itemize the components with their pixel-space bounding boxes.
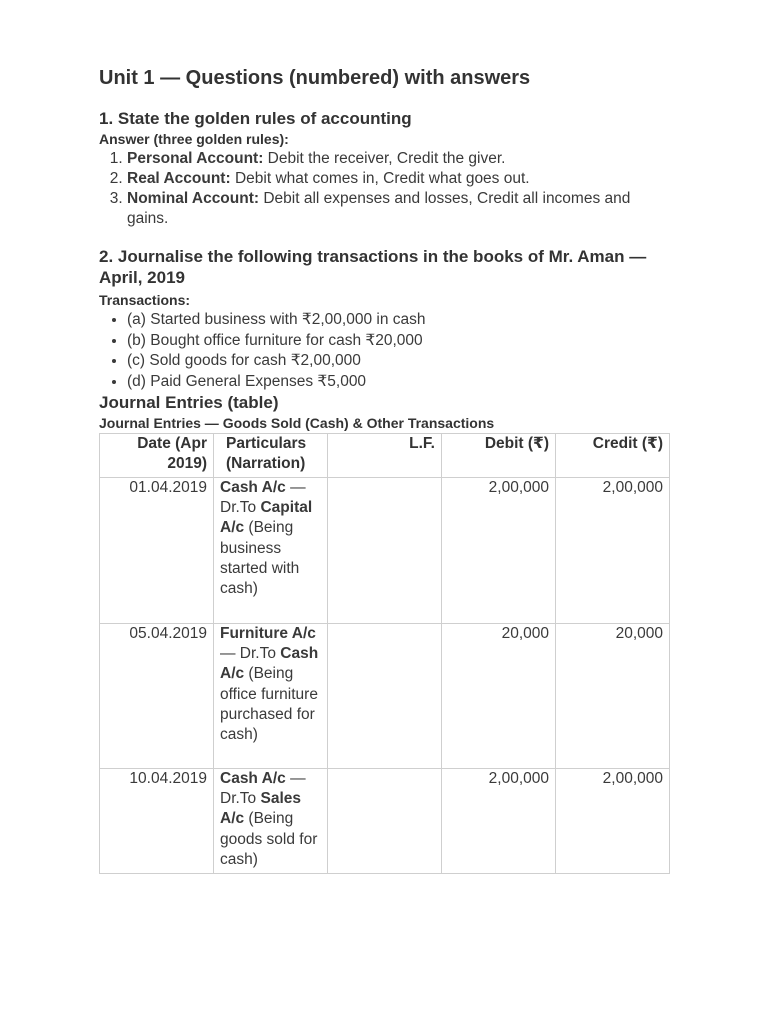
column-header-credit: Credit (₹) xyxy=(556,434,670,478)
table-row xyxy=(100,624,670,769)
journal-table xyxy=(99,433,670,874)
narration: (Being office furniture purchased for cash) xyxy=(220,665,318,744)
list-item: • (a) Started business with ₹2,00,000 in cash xyxy=(127,310,671,331)
rule-name: Nominal Account: xyxy=(127,190,260,207)
credit-account: Sales A/c xyxy=(220,790,301,828)
date-cell: 10.04.2019 xyxy=(100,769,214,874)
column-header-particulars: Particulars (Narration) xyxy=(214,434,328,478)
credit-cell: 20,000 xyxy=(556,624,670,769)
document-page xyxy=(99,64,671,874)
table-row xyxy=(100,769,670,874)
date-cell: 01.04.2019 xyxy=(100,478,214,624)
debit-account: Cash A/c xyxy=(220,479,286,496)
credit-account: Capital A/c xyxy=(220,499,313,537)
journal-heading: Journal Entries (table) xyxy=(99,393,279,412)
dr-to: — Dr.To xyxy=(220,479,306,517)
lf-cell xyxy=(328,478,442,624)
rule-name: Personal Account: xyxy=(127,150,264,167)
table-row xyxy=(100,478,670,624)
list-item xyxy=(127,169,671,189)
table-header-row xyxy=(100,434,670,478)
lf-cell xyxy=(328,769,442,874)
list-item xyxy=(127,189,671,229)
debit-account: Furniture A/c xyxy=(220,625,316,642)
page-title: Unit 1 — Questions (numbered) with answers xyxy=(99,67,531,89)
dr-to: — Dr.To xyxy=(220,770,306,808)
dr-to: — Dr.To xyxy=(220,645,281,663)
column-header-lf: L.F. xyxy=(328,434,442,478)
list-item xyxy=(127,149,671,169)
column-header-debit: Debit (₹) xyxy=(442,434,556,478)
credit-cell: 2,00,000 xyxy=(556,769,670,874)
column-header-date: Date (Apr 2019) xyxy=(100,434,214,478)
transactions-list xyxy=(99,310,671,392)
debit-cell: 2,00,000 xyxy=(442,769,556,874)
list-item: • (c) Sold goods for cash ₹2,00,000 xyxy=(127,351,671,372)
lf-cell xyxy=(328,624,442,769)
debit-cell: 2,00,000 xyxy=(442,478,556,624)
list-item: • (b) Bought office furniture for cash ₹20,000 xyxy=(127,331,671,352)
debit-account: Cash A/c xyxy=(220,770,286,787)
rule-text: Debit all expenses and losses, Credit all incomes and gains. xyxy=(127,190,631,227)
question-2-heading: 2. Journalise the following transactions in the books of Mr. Aman — April, 2019 xyxy=(99,247,647,287)
debit-cell: 20,000 xyxy=(442,624,556,769)
list-item: • (d) Paid General Expenses ₹5,000 xyxy=(127,372,671,393)
rule-text: Debit what comes in, Credit what goes out. xyxy=(230,170,530,187)
particulars-cell xyxy=(214,624,328,769)
transactions-label: Transactions: xyxy=(99,292,191,308)
answer-label: Answer (three golden rules): xyxy=(99,131,289,147)
golden-rules-list xyxy=(99,149,671,229)
table-caption: Journal Entries — Goods Sold (Cash) & Other Transactions xyxy=(99,415,495,431)
rule-text: Debit the receiver, Credit the giver. xyxy=(263,150,506,167)
particulars-cell xyxy=(214,478,328,624)
date-cell: 05.04.2019 xyxy=(100,624,214,769)
narration: (Being business started with cash) xyxy=(220,519,300,598)
question-1-heading: 1. State the golden rules of accounting xyxy=(99,109,412,128)
rule-name: Real Account: xyxy=(127,170,231,187)
narration: (Being goods sold for cash) xyxy=(220,810,318,868)
credit-cell: 2,00,000 xyxy=(556,478,670,624)
credit-account: Cash A/c xyxy=(220,645,319,683)
particulars-cell xyxy=(214,769,328,874)
